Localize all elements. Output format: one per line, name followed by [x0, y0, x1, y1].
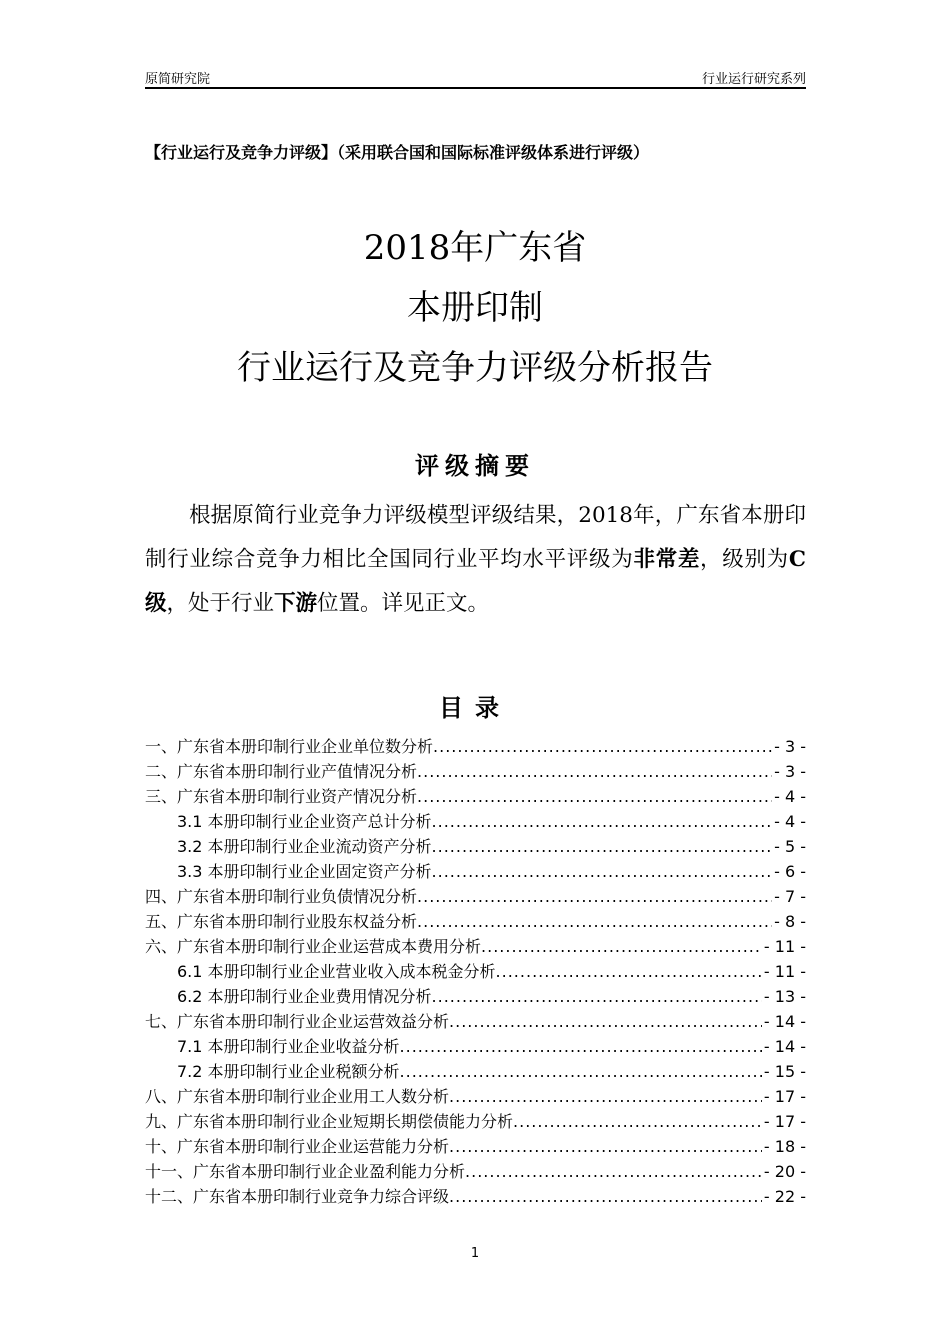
- toc-entry[interactable]: [145, 959, 806, 984]
- toc-entry-label: 二、广东省本册印制行业产值情况分析: [145, 762, 418, 781]
- toc-entry[interactable]: [145, 884, 806, 909]
- toc-entry[interactable]: [145, 1184, 806, 1209]
- toc-entry-page: - 18 -: [763, 1137, 806, 1156]
- toc-entry[interactable]: [145, 809, 806, 834]
- toc-entry-page: - 15 -: [763, 1062, 806, 1081]
- page-header: [145, 66, 806, 89]
- toc-entry-page: - 5 -: [774, 837, 806, 856]
- toc-entry-page: - 14 -: [763, 1012, 806, 1031]
- table-of-contents: [145, 734, 806, 1209]
- toc-leader: [481, 934, 762, 959]
- toc-entry-label: 7.2 本册印制行业企业税额分析: [177, 1062, 400, 1081]
- toc-entry[interactable]: [145, 759, 806, 784]
- toc-entry-label: 八、广东省本册印制行业企业用工人数分析: [145, 1087, 450, 1106]
- title-line-2: 本册印制: [407, 288, 543, 328]
- toc-entry[interactable]: [145, 784, 806, 809]
- toc-leader: [513, 1109, 762, 1134]
- toc-entry-page: - 6 -: [774, 862, 806, 881]
- toc-entry-label: 7.1 本册印制行业企业收益分析: [177, 1037, 400, 1056]
- toc-entry-label: 一、广东省本册印制行业企业单位数分析: [145, 737, 434, 756]
- summary-text: 根据原简行业竞争力评级模型评级结果，2018年，广东省本册印制行业综合竞争力相比全国同行业平均水平评级为: [145, 503, 806, 572]
- toc-entry[interactable]: [145, 1159, 806, 1184]
- toc-entry-page: - 7 -: [774, 887, 806, 906]
- toc-leader: [400, 1034, 762, 1059]
- toc-entry-page: - 13 -: [763, 987, 806, 1006]
- summary-text: ，级别为: [700, 547, 789, 572]
- toc-entry[interactable]: [145, 1034, 806, 1059]
- toc-entry-label: 三、广东省本册印制行业资产情况分析: [145, 787, 418, 806]
- toc-entry[interactable]: [145, 934, 806, 959]
- toc-entry-label: 七、广东省本册印制行业企业运营效益分析: [145, 1012, 450, 1031]
- toc-leader: [417, 884, 772, 909]
- toc-entry-page: - 4 -: [774, 812, 806, 831]
- toc-leader: [417, 784, 772, 809]
- toc-leader: [496, 959, 762, 984]
- report-title: [0, 218, 950, 398]
- toc-entry-page: - 20 -: [763, 1162, 806, 1181]
- report-tagline: 【行业运行及竞争力评级】（采用联合国和国际标准评级体系进行评级）: [145, 143, 650, 162]
- toc-entry-page: - 17 -: [763, 1087, 806, 1106]
- toc-entry-label: 六、广东省本册印制行业企业运营成本费用分析: [145, 937, 482, 956]
- toc-leader: [449, 1009, 762, 1034]
- toc-leader: [432, 859, 773, 884]
- toc-entry-page: - 22 -: [763, 1187, 806, 1206]
- toc-leader: [432, 809, 773, 834]
- toc-entry-page: - 11 -: [763, 937, 806, 956]
- header-series: 行业运行研究系列: [701, 72, 806, 87]
- summary-text: 位置。详见正文。: [317, 591, 490, 616]
- toc-entry-page: - 14 -: [763, 1037, 806, 1056]
- toc-entry-label: 九、广东省本册印制行业企业短期长期偿债能力分析: [145, 1112, 514, 1131]
- toc-leader: [465, 1159, 762, 1184]
- toc-entry-label: 6.1 本册印制行业企业营业收入成本税金分析: [177, 962, 496, 981]
- toc-entry-page: - 3 -: [774, 762, 806, 781]
- toc-entry-page: - 17 -: [763, 1112, 806, 1131]
- header-org: 原简研究院: [145, 72, 211, 87]
- toc-entry[interactable]: [145, 1134, 806, 1159]
- toc-leader: [432, 834, 773, 859]
- toc-entry[interactable]: [145, 734, 806, 759]
- toc-entry[interactable]: [145, 834, 806, 859]
- position-value: 下游: [274, 591, 318, 616]
- toc-leader: [417, 909, 772, 934]
- toc-leader: [400, 1059, 762, 1084]
- toc-entry[interactable]: [145, 1059, 806, 1084]
- toc-leader: [449, 1184, 762, 1209]
- page-number: 1: [470, 1246, 480, 1261]
- rating-value: 非常差: [633, 547, 701, 572]
- toc-entry-label: 3.1 本册印制行业企业资产总计分析: [177, 812, 432, 831]
- toc-entry-label: 6.2 本册印制行业企业费用情况分析: [177, 987, 432, 1006]
- toc-leader: [449, 1084, 762, 1109]
- grade-value: C级: [145, 547, 806, 616]
- toc-entry-label: 五、广东省本册印制行业股东权益分析: [145, 912, 418, 931]
- toc-entry-label: 十、广东省本册印制行业企业运营能力分析: [145, 1137, 450, 1156]
- title-line-1: 2018年广东省: [363, 228, 587, 268]
- summary-paragraph: [145, 494, 806, 626]
- toc-entry[interactable]: [145, 984, 806, 1009]
- toc-entry-label: 3.3 本册印制行业企业固定资产分析: [177, 862, 432, 881]
- toc-entry-label: 十二、广东省本册印制行业竞争力综合评级: [145, 1187, 450, 1206]
- toc-leader: [417, 759, 772, 784]
- toc-entry-label: 3.2 本册印制行业企业流动资产分析: [177, 837, 432, 856]
- toc-entry[interactable]: [145, 909, 806, 934]
- toc-entry-page: - 11 -: [763, 962, 806, 981]
- toc-entry-page: - 8 -: [774, 912, 806, 931]
- summary-text: ，处于行业: [166, 591, 275, 616]
- toc-leader: [433, 734, 772, 759]
- toc-entry-page: - 4 -: [774, 787, 806, 806]
- toc-entry[interactable]: [145, 1009, 806, 1034]
- toc-entry[interactable]: [145, 859, 806, 884]
- title-line-3: 行业运行及竞争力评级分析报告: [237, 348, 713, 388]
- toc-entry[interactable]: [145, 1084, 806, 1109]
- toc-leader: [432, 984, 762, 1009]
- summary-heading: 评级摘要: [415, 452, 535, 480]
- toc-leader: [449, 1134, 762, 1159]
- toc-heading: 目录: [439, 694, 511, 722]
- toc-entry-label: 十一、广东省本册印制行业企业盈利能力分析: [145, 1162, 466, 1181]
- toc-entry[interactable]: [145, 1109, 806, 1134]
- toc-entry-label: 四、广东省本册印制行业负债情况分析: [145, 887, 418, 906]
- toc-entry-page: - 3 -: [774, 737, 806, 756]
